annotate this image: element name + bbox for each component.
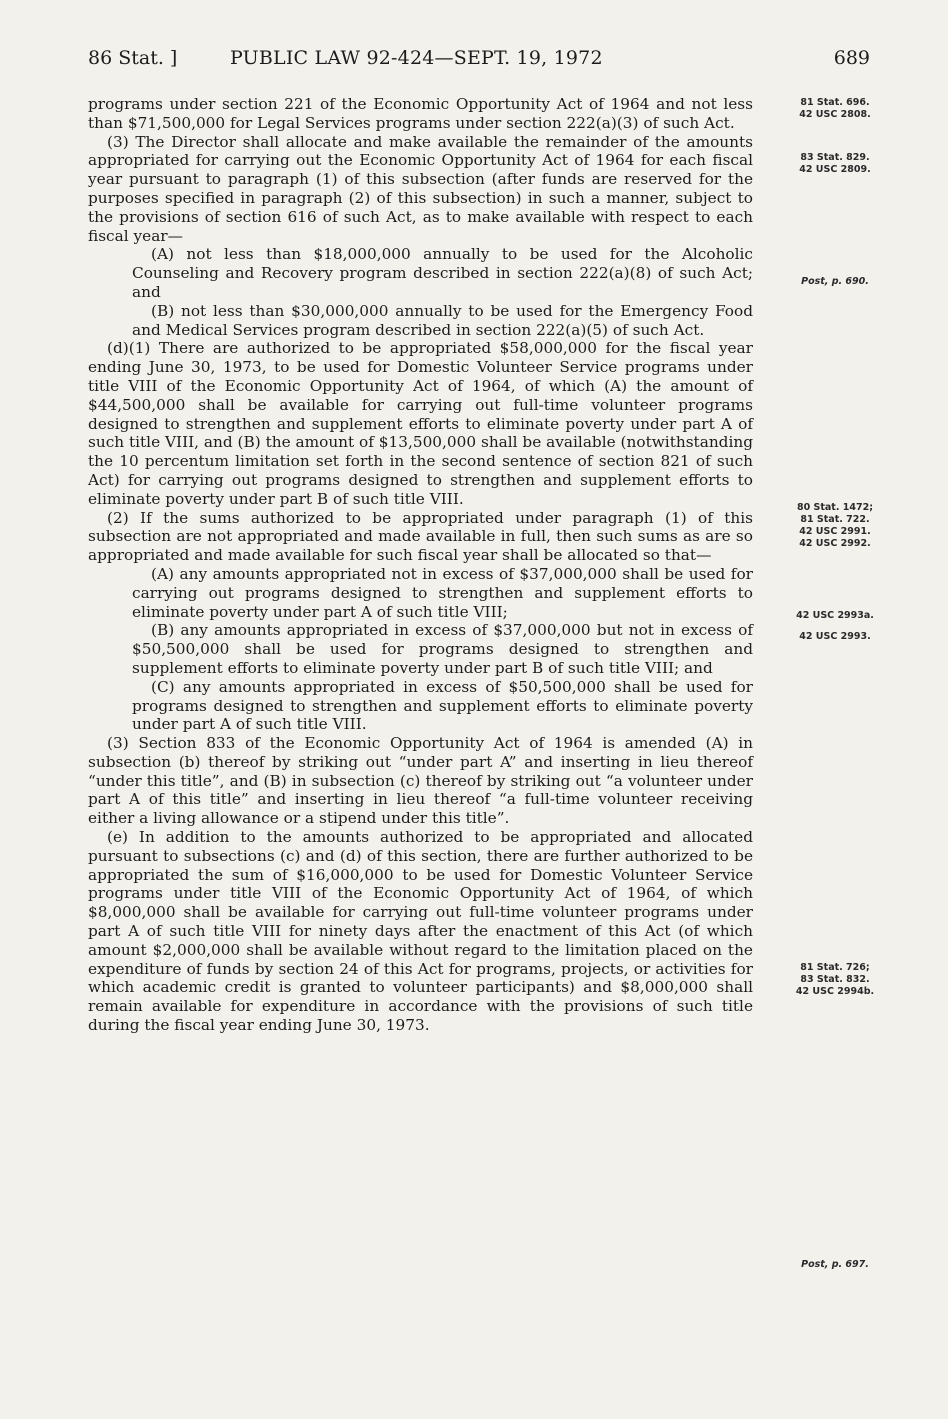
paragraph-continued: programs under section 221 of the Economic Opportunity Act of 1964 and not less than $71,500,000 for Legal Services programs under section 222(a)(3) of such Act. [88, 95, 753, 132]
paragraph-d2-a: (A) any amounts appropriated not in excess of $37,000,000 shall be used for carrying out programs designed to strengthen and supplement efforts to eliminate poverty under part A of such title VIII; [132, 564, 753, 621]
running-head [88, 47, 870, 77]
paragraph-c3-b: (B) not less than $30,000,000 annually to be used for the Emergency Food and Medical Services program described in section 222(a)(5) of such Act. [132, 301, 753, 339]
paragraph-c3-a: (A) not less than $18,000,000 annually to be used for the Alcoholic Counseling and Recovery program described in section 222(a)(8) of such Act; and [132, 245, 753, 301]
body-text [88, 95, 753, 1035]
paragraph-c3: (3) The Director shall allocate and make available the remainder of the amounts appropriated for carrying out the Economic Opportunity Act of 1964 for each fiscal year pursuant to paragraph (1) of this subsection (after funds are reserved for the purposes specified in paragraph (2) of this subsection) in such a manner, subject to the provisions of section 616 of such Act, as to make available with respect to each fiscal year— [88, 132, 753, 245]
paragraph-d2: (2) If the sums authorized to be appropriated under paragraph (1) of this subsection are not appropriated and made available in full, then such sums as are so appropriated and made available for such fiscal year shall be allocated so that— [88, 508, 753, 565]
paragraph-d3: (3) Section 833 of the Economic Opportunity Act of 1964 is amended (A) in subsection (b) thereof by striking out “under part A” and inserting in lieu thereof “under this title”, and (B) in subsection (c) thereof by striking out “a volunteer under part A of this title” and inserting in lieu thereof “a full-time volunteer receiving either a living allowance or a stipend under this title”. [88, 734, 753, 828]
margin-note-4: 80 Stat. 1472; 81 Stat. 722. 42 USC 2991. 42 USC 2992. [796, 502, 874, 549]
paragraph-d1: (d)(1) There are authorized to be appropriated $58,000,000 for the fiscal year ending June 30, 1973, to be used for Domestic Volunteer Service programs under title VIII of the Economic Opportunity Act of 1964, of which (A) the amount of $44,500,000 shall be available for carrying out full-time volunteer programs designed to strengthen and supplement efforts to eliminate poverty under part A of such title VIII, and (B) the amount of $13,500,000 shall be available (notwithstanding the 10 percentum limitation set forth in the second sentence of section 821 of such Act) for carrying out programs designed to strengthen and supplement efforts to eliminate poverty under part B of such title VIII. [88, 339, 753, 508]
paragraph-d2-c: (C) any amounts appropriated in excess of $50,500,000 shall be used for programs designed to strengthen and supplement efforts to eliminate poverty under part A of such title VIII. [132, 677, 753, 734]
law-title: PUBLIC LAW 92-424—SEPT. 19, 1972 [230, 47, 603, 69]
paragraph-d2-b: (B) any amounts appropriated in excess of $37,000,000 but not in excess of $50,500,000 shall be used for programs designed to strengthen and supplement efforts to eliminate poverty under part B of such title VIII; and [132, 621, 753, 677]
margin-note-3: Post, p. 690. [801, 276, 869, 287]
page-number: 689 [833, 47, 870, 69]
stat-reference: 86 Stat. ] [88, 47, 178, 69]
margin-note-1: 81 Stat. 696. 42 USC 2808. [799, 97, 871, 120]
margin-note-6: 81 Stat. 726; 83 Stat. 832. 42 USC 2994b. [795, 962, 875, 997]
margin-note-5: 42 USC 2993a. 42 USC 2993. [796, 610, 874, 642]
paragraph-e: (e) In addition to the amounts authorized to be appropriated and allocated pursuant to subsections (c) and (d) of this section, there are further authorized to be appropriated the sum of $16,000,000 to be used for Domestic Volunteer Service programs under title VIII of the Economic Opportunity Act of 1964, of which $8,000,000 shall be available for carrying out full-time volunteer programs under part A of such title VIII for ninety days after the enactment of this Act (of which amount $2,000,000 shall be available without regard to the limitation placed on the expenditure of funds by section 24 of this Act for programs, projects, or activities for which academic credit is granted to volunteer participants) and $8,000,000 shall remain available for expenditure in accordance with the provisions of such title during the fiscal year ending June 30, 1973. [88, 828, 753, 1035]
margin-note-2: 83 Stat. 829. 42 USC 2809. [799, 152, 871, 175]
margin-note-7: Post, p. 697. [801, 1259, 869, 1270]
